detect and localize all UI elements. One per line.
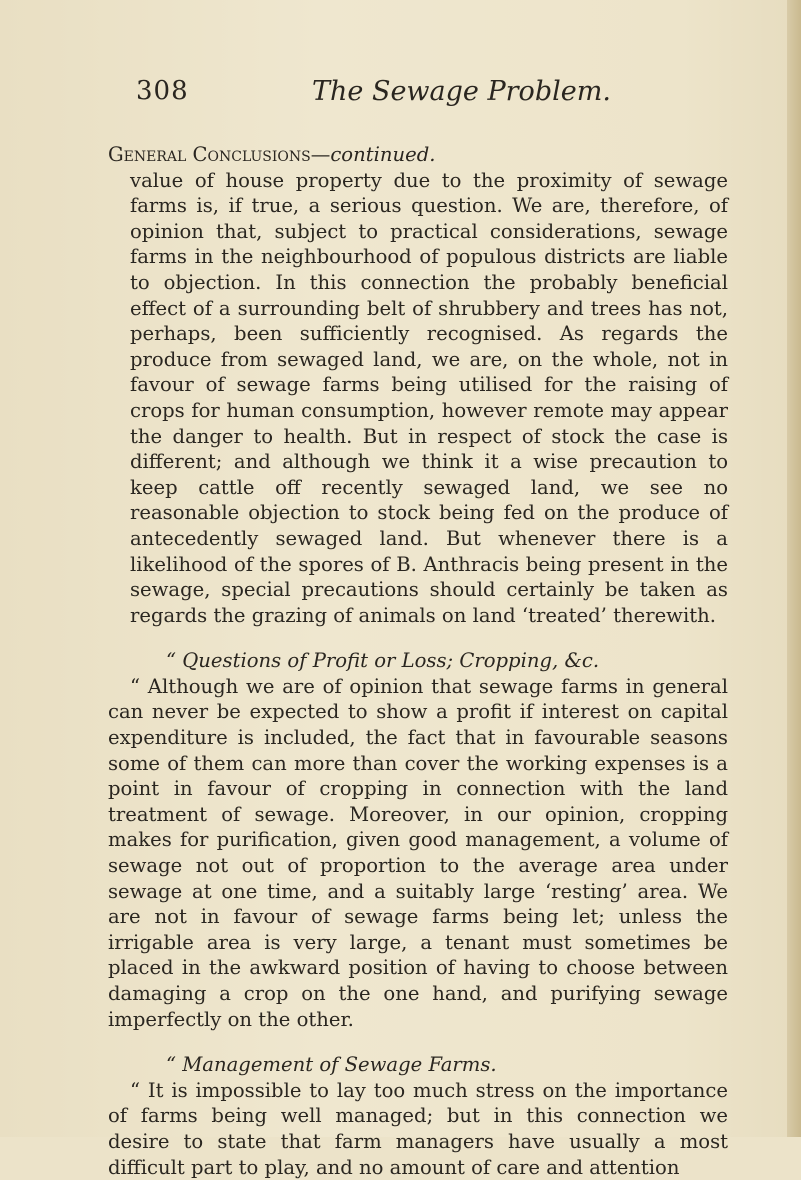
subheading-profit-loss: “ Questions of Profit or Loss; Cropping, &c.: [166, 649, 600, 673]
section-heading-continued: continued.: [330, 143, 436, 166]
body-text: [108, 142, 728, 1180]
section-heading-text: General Conclusions—: [108, 143, 331, 166]
section-heading: [108, 142, 728, 168]
page-edge-shadow: [787, 0, 801, 1137]
page-number: 308: [136, 76, 189, 106]
paragraph-3: “ It is impossible to lay too much stress on the importance of farms being well managed; but in this connection we desire to state that farm managers have usually a most difficult part to play, and no amount of care and attention: [108, 1078, 728, 1179]
paragraph-2: “ Although we are of opinion that sewage farms in general can never be expected to show a profit if interest on capital expenditure is included, the fact that in favourable seasons some of them can more than cover the working expenses is a point in favour of cropping in connection with the land treatment of sewage. Moreover, in our opinion, cropping makes for purification, given good management, a volume of sewage not out of proportion to the average area under sewage at one time, and a suitably large ‘resting’ area. We are not in favour of sewage farms being let; unless the irrigable area is very large, a tenant must sometimes be placed in the awkward position of having to choose between damaging a crop on the one hand, and purifying sewage imperfectly on the other.: [108, 674, 728, 1031]
subheading-management: “ Management of Sewage Farms.: [166, 1053, 497, 1077]
paragraph-1: value of house property due to the proximity of sewage farms is, if true, a serious question. We are, therefore, of opinion that, subject to practical considerations, sewage farms in the neighbourhood of populous districts are liable to objection. In this connection the probably beneficial effect of a surrounding belt of shrubbery and trees has not, perhaps, been sufficiently recognised. As regards the produce from sewaged land, we are, on the whole, not in favour of sewage farms being utilised for the raising of crops for human consumption, however remote may appear the danger to health. But in respect of stock the case is different; and although we think it a wise precaution to keep cattle off recently sewaged land, we see no reasonable objection to stock being fed on the produce of antecedently sewaged land. But whenever there is a likelihood of the spores of B. Anthracis being present in the sewage, special precautions should certainly be taken as regards the grazing of animals on land ‘treated’ therewith.: [130, 168, 728, 627]
running-title: The Sewage Problem.: [312, 76, 611, 107]
page-header: [136, 76, 696, 116]
